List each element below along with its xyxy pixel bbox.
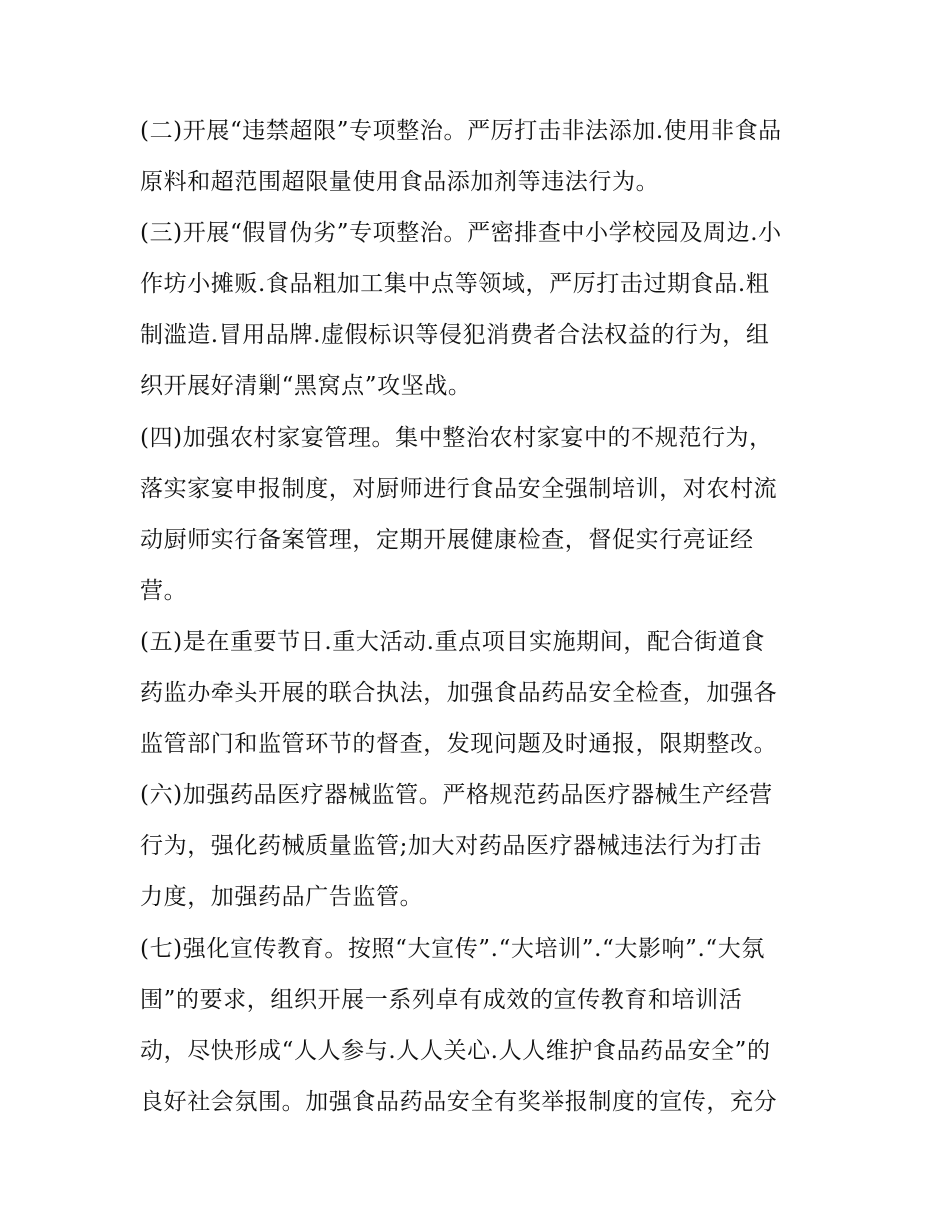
text-line: (三)开展“假冒伪劣”专项整治。严密排查中小学校园及周边.小 — [140, 220, 782, 247]
text-line: (四)加强农村家宴管理。集中整治农村家宴中的不规范行为， — [140, 424, 773, 451]
document-body — [140, 106, 820, 1128]
text-line: (五)是在重要节日.重大活动.重点项目实施期间，配合街道食 — [140, 628, 765, 655]
text-line: 药监办牵头开展的联合执法，加强食品药品安全检查，加强各 — [140, 680, 778, 707]
text-line: 力度，加强药品广告监管。 — [140, 884, 424, 911]
text-line: 动，尽快形成“人人参与.人人关心.人人维护食品药品安全”的 — [140, 1037, 771, 1064]
text-line: 动厨师实行备案管理，定期开展健康检查，督促实行亮证经 — [140, 526, 754, 553]
text-line: 监管部门和监管环节的督查，发现问题及时通报，限期整改。 — [140, 731, 778, 758]
text-line: (二)开展“违禁超限”专项整治。严厉打击非法添加.使用非食品 — [140, 118, 782, 144]
text-line: 良好社会氛围。加强食品药品安全有奖举报制度的宣传，充分 — [140, 1088, 778, 1115]
text-line: 落实家宴申报制度，对厨师进行食品安全强制培训，对农村流 — [140, 475, 778, 502]
text-line: 原料和超范围超限量使用食品添加剂等违法行为。 — [140, 169, 660, 196]
text-line: 营。 — [140, 577, 188, 604]
text-line: 织开展好清剿“黑窝点”攻坚战。 — [140, 373, 472, 400]
text-line: (六)加强药品医疗器械监管。严格规范药品医疗器械生产经营 — [140, 782, 773, 809]
text-line: 作坊小摊贩.食品粗加工集中点等领域，严厉打击过期食品.粗 — [140, 271, 770, 298]
text-line: 制滥造.冒用品牌.虚假标识等侵犯消费者合法权益的行为，组 — [140, 322, 770, 349]
text-line: (七)强化宣传教育。按照“大宣传”.“大培训”.“大影响”.“大氛 — [140, 935, 765, 962]
text-line: 围”的要求，组织开展一系列卓有成效的宣传教育和培训活 — [140, 986, 743, 1013]
text-line: 行为，强化药械质量监管;加大对药品医疗器械违法行为打击 — [140, 833, 762, 860]
